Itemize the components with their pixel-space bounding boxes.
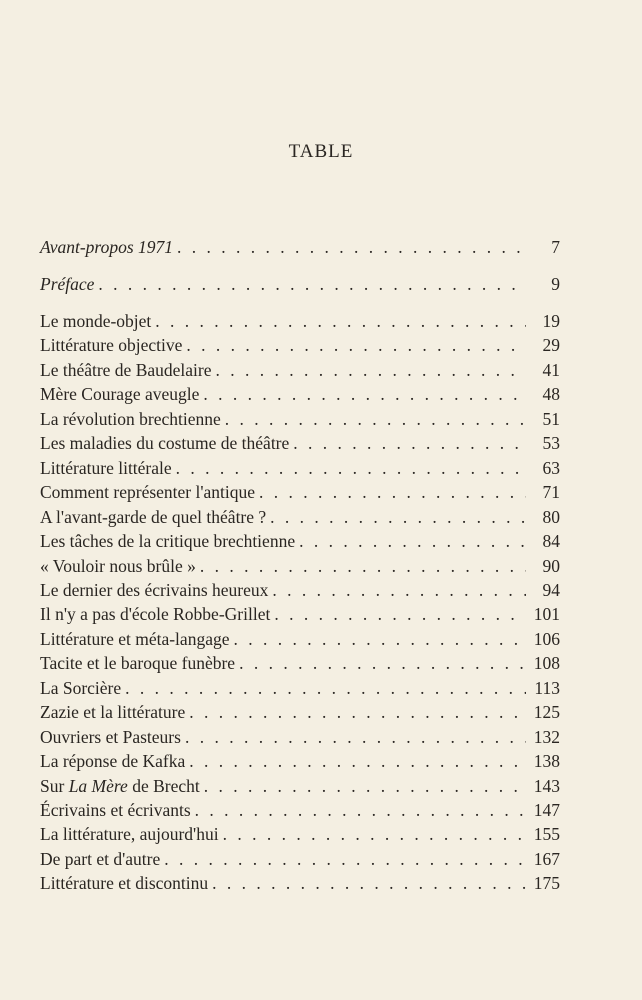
- toc-entry-title: Le dernier des écrivains heureux: [40, 579, 269, 600]
- toc-entry: [40, 504, 560, 530]
- toc-entry-page-number: 108: [533, 653, 560, 674]
- toc-entry: [40, 748, 560, 774]
- toc-entry-page-number: 84: [542, 531, 560, 552]
- toc-entry-title: Les maladies du costume de théâtre: [40, 433, 290, 454]
- toc-entry-page-number: 63: [542, 457, 560, 478]
- toc-entry-title: De part et d'autre: [40, 848, 161, 869]
- dot-leader: [155, 308, 526, 334]
- toc-entry-title: Tacite et le baroque funèbre: [40, 653, 236, 674]
- dot-leader: [272, 577, 526, 603]
- toc-entry-page-number: 155: [533, 824, 560, 845]
- dot-leader: [270, 504, 526, 530]
- toc-entry-page-number: 48: [542, 384, 560, 405]
- toc-entry-page-number: 51: [542, 408, 560, 429]
- toc-entry: [40, 528, 560, 554]
- toc-entry: [40, 821, 560, 847]
- dot-leader: [274, 601, 526, 627]
- dot-leader: [177, 234, 526, 260]
- dot-leader: [233, 626, 526, 652]
- dot-leader: [293, 430, 526, 456]
- toc-entry: [40, 577, 560, 603]
- dot-leader: [225, 406, 526, 432]
- toc-entry-title: [40, 773, 204, 799]
- dot-leader: [223, 821, 526, 847]
- toc-entry: [40, 797, 560, 823]
- toc-entry-title: La Sorcière: [40, 677, 122, 698]
- toc-entry: [40, 381, 560, 407]
- toc-entry-title: Littérature et discontinu: [40, 873, 209, 894]
- toc-entry-title-italic-part: La Mère: [68, 775, 128, 796]
- toc-entry-page-number: 9: [551, 274, 560, 294]
- dot-leader: [125, 675, 526, 701]
- toc-entry-title: La littérature, aujourd'hui: [40, 824, 219, 845]
- dot-leader: [186, 332, 526, 358]
- toc-entry: [40, 626, 560, 652]
- toc-entry-title: Avant-propos 1971: [40, 237, 174, 257]
- toc-entry-page-number: 138: [533, 751, 560, 772]
- toc-entry-page-number: 94: [542, 579, 560, 600]
- toc-entry-page-number: 147: [533, 800, 560, 820]
- toc-entry-page-number: 106: [533, 628, 560, 649]
- toc-entry-page-number: 29: [542, 335, 560, 356]
- toc-entry-title: Il n'y a pas d'école Robbe-Grillet: [40, 604, 271, 625]
- toc-entry: [40, 234, 560, 260]
- toc-entry-title: Littérature et méta-langage: [40, 628, 230, 649]
- toc-entry-title: La réponse de Kafka: [40, 751, 186, 772]
- toc-entry-title: Le monde-objet: [40, 311, 152, 331]
- dot-leader: [216, 357, 527, 383]
- toc-entry-page-number: 90: [542, 555, 560, 576]
- dot-leader: [189, 748, 526, 774]
- toc-entry-title: Littérature littérale: [40, 457, 172, 478]
- toc-entry-page-number: 41: [542, 359, 560, 380]
- dot-leader: [259, 479, 526, 505]
- toc-entry-title: Ouvriers et Pasteurs: [40, 726, 181, 747]
- toc-entry: [40, 846, 560, 872]
- dot-leader: [203, 381, 526, 407]
- toc-entry-title: Mère Courage aveugle: [40, 384, 200, 405]
- toc-entry: [40, 870, 560, 896]
- toc-entry-page-number: 80: [542, 506, 560, 527]
- toc-entry-page-number: 53: [542, 433, 560, 454]
- dot-leader: [195, 797, 526, 823]
- toc-entry: [40, 553, 560, 579]
- toc-entry-title-part: Sur: [40, 775, 69, 796]
- toc-entry-title-part: de Brecht: [127, 775, 200, 796]
- toc-entry-page-number: 175: [533, 873, 560, 894]
- toc-entry: [40, 699, 560, 725]
- toc-entry: [40, 650, 560, 676]
- toc-entry: [40, 675, 560, 701]
- toc-entry-title: Écrivains et écrivants: [40, 800, 191, 820]
- toc-entry: [40, 332, 560, 358]
- dot-leader: [98, 271, 526, 297]
- page-title: TABLE: [288, 141, 354, 162]
- dot-leader: [189, 699, 526, 725]
- toc-entry-page-number: 143: [533, 775, 560, 796]
- toc-entry-title: Préface: [40, 274, 95, 294]
- toc-entry: [40, 430, 560, 456]
- toc-entry-title: Littérature objective: [40, 335, 183, 356]
- dot-leader: [200, 553, 526, 579]
- toc-entry-title: Zazie et la littérature: [40, 702, 186, 723]
- toc-entry-title: Comment représenter l'antique: [40, 482, 256, 503]
- dot-leader: [212, 870, 526, 896]
- dot-leader: [299, 528, 526, 554]
- toc-entry: [40, 308, 560, 334]
- dot-leader: [185, 724, 526, 750]
- toc-entry-page-number: 125: [533, 702, 560, 723]
- dot-leader: [204, 773, 526, 799]
- toc-entry-page-number: 7: [551, 237, 560, 257]
- toc-entry-page-number: 132: [533, 726, 560, 747]
- toc-entry-page-number: 101: [533, 604, 560, 625]
- toc-entry-page-number: 167: [533, 848, 560, 869]
- toc-entry: [40, 357, 560, 383]
- toc-entry: [40, 724, 560, 750]
- toc-entry: [40, 406, 560, 432]
- dot-leader: [239, 650, 526, 676]
- toc-entry-page-number: 71: [542, 482, 560, 503]
- toc-entry: [40, 479, 560, 505]
- toc-entry: [40, 601, 560, 627]
- toc-entry-title: Le théâtre de Baudelaire: [40, 359, 212, 380]
- toc-entry-title: Les tâches de la critique brechtienne: [40, 531, 296, 552]
- toc-entry-page-number: 113: [534, 677, 560, 698]
- toc-entry-title: A l'avant-garde de quel théâtre ?: [40, 506, 267, 527]
- toc-entry-title: La révolution brechtienne: [40, 408, 221, 429]
- toc-entry-title: « Vouloir nous brûle »: [40, 555, 196, 576]
- toc-entry: [40, 271, 560, 297]
- toc-entry: [40, 455, 560, 481]
- toc-entry-page-number: 19: [542, 311, 560, 331]
- dot-leader: [164, 846, 526, 872]
- dot-leader: [176, 455, 526, 481]
- toc-entry: [40, 773, 560, 799]
